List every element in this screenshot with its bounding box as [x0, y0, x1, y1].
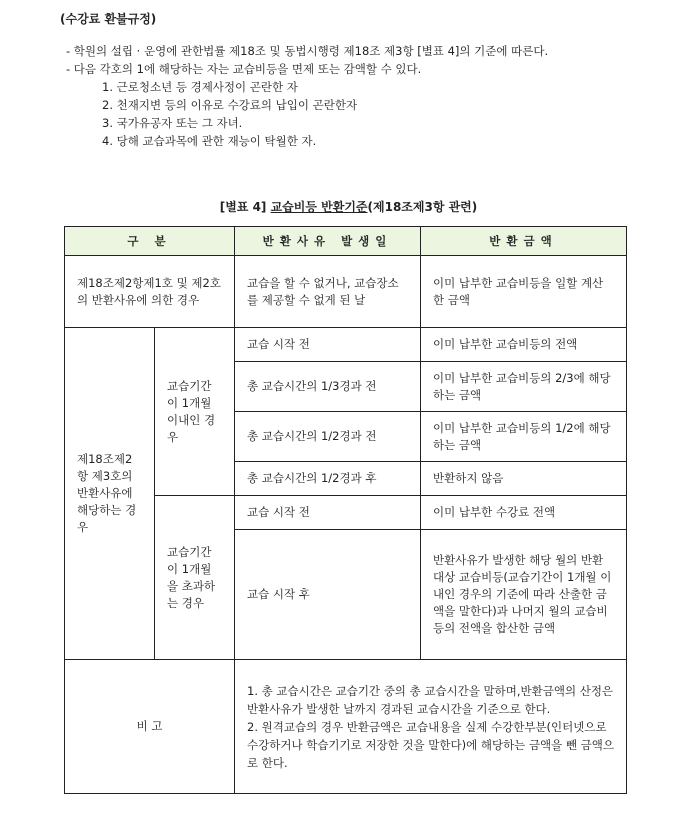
row-reason: 총 교습시간의 1/3경과 전: [235, 362, 421, 412]
table-title-main: 교습비등 반환기준: [270, 200, 368, 214]
row-reason: 총 교습시간의 1/2경과 전: [235, 412, 421, 462]
table-header-row: [65, 227, 627, 256]
page-title: (수강료 환불규정): [60, 12, 157, 26]
intro-bullet: - 학원의 설립 · 운영에 관한법률 제18조 및 동법시행령 제18조 제3항 [별표 4]의 기준에 따른다.: [66, 44, 549, 58]
row-reason: 교습 시작 전: [235, 328, 421, 362]
header-amount: 반환금액: [421, 227, 627, 256]
list-item: 3. 국가유공자 또는 그 자녀.: [102, 116, 243, 130]
header-category: 구 분: [65, 227, 235, 256]
table-title-suffix: (제18조제3항 관련): [367, 200, 478, 214]
note-item: 2. 원격교습의 경우 반환금액은 교습내용을 실제 수강한부분(인터넷으로 수강하거나 학습기기로 저장한 것을 말한다)에 해당하는 금액을 뺀 금액으로 한다.: [247, 719, 615, 770]
sub-category: 교습기간이 1개월을 초과하는 경우: [155, 496, 235, 660]
row-category: 제18조제2항제1호 및 제2호의 반환사유에 의한 경우: [65, 256, 235, 328]
note-item: 1. 총 교습시간은 교습기간 중의 총 교습시간을 말하며,반환금액의 산정은 반환사유가 발생한 날까지 경과된 교습시간을 기준으로 한다.: [247, 683, 614, 716]
exemption-list: [66, 78, 686, 150]
list-item: 1. 근로청소년 등 경제사정이 곤란한 자: [102, 80, 298, 94]
intro-section: [66, 42, 686, 150]
notes-row: [65, 660, 627, 794]
group-category: 제18조제2항 제3호의 반환사유에 해당하는 경우: [65, 328, 155, 660]
row-amount: 이미 납부한 교습비등의 전액: [421, 328, 627, 362]
notes-content: [235, 660, 627, 794]
intro-bullet: - 다음 각호의 1에 해당하는 자는 교습비등을 면제 또는 감액할 수 있다.: [66, 62, 422, 76]
row-amount: 이미 납부한 교습비등을 일할 계산한 금액: [421, 256, 627, 328]
sub-category: 교습기간이 1개월 이내인 경우: [155, 328, 235, 496]
refund-table: [64, 226, 627, 794]
table-row: [65, 328, 627, 362]
row-reason: 교습 시작 후: [235, 530, 421, 660]
table-title-prefix: [별표 4]: [219, 200, 271, 214]
table-title: [0, 198, 697, 215]
row-amount: 이미 납부한 교습비등의 2/3에 해당하는 금액: [421, 362, 627, 412]
header-reason: 반환사유 발생일: [235, 227, 421, 256]
table-row: [65, 256, 627, 328]
row-reason: 교습 시작 전: [235, 496, 421, 530]
row-amount: 이미 납부한 교습비등의 1/2에 해당하는 금액: [421, 412, 627, 462]
row-amount: 반환사유가 발생한 해당 월의 반환 대상 교습비등(교습기간이 1개월 이내인 경우의 기준에 따라 산출한 금액을 말한다)과 나머지 월의 교습비등의 전액을 합산한 금액: [421, 530, 627, 660]
row-reason: 총 교습시간의 1/2경과 후: [235, 462, 421, 496]
notes-label: 비 고: [65, 660, 235, 794]
row-amount: 반환하지 않음: [421, 462, 627, 496]
list-item: 4. 당해 교습과목에 관한 재능이 탁월한 자.: [102, 134, 317, 148]
row-amount: 이미 납부한 수강료 전액: [421, 496, 627, 530]
list-item: 2. 천재지변 등의 이유로 수강료의 납입이 곤란한자: [102, 98, 358, 112]
row-reason: 교습을 할 수 없거나, 교습장소를 제공할 수 없게 된 날: [235, 256, 421, 328]
